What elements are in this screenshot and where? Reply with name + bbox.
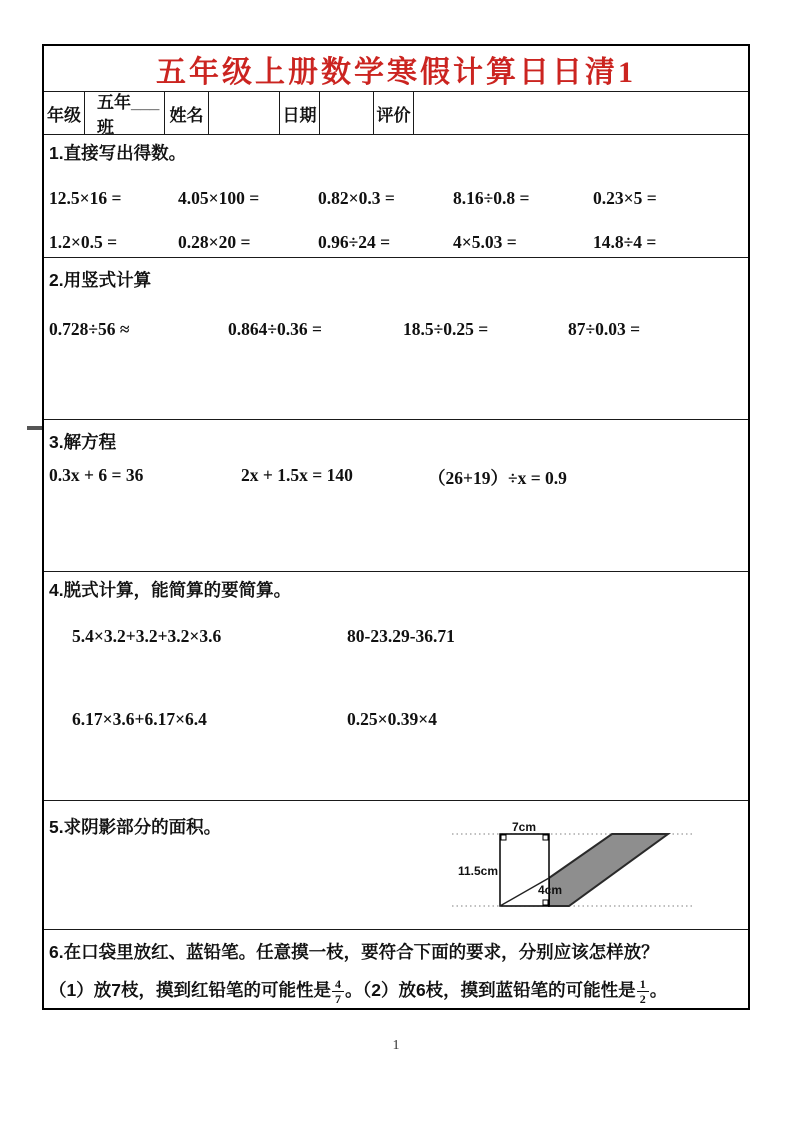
fraction-denominator: 7 [334, 992, 341, 1006]
eval-label: 评价 [374, 92, 414, 134]
section-1-row-2 [44, 232, 748, 253]
section-4-row-1 [44, 626, 748, 647]
problem-expression: 80-23.29-36.71 [347, 626, 455, 646]
section-1-mental-math [44, 135, 748, 258]
name-label: 姓名 [165, 92, 209, 134]
problem-expression: 18.5÷0.25 = [403, 319, 489, 339]
grade-value: 五年___班 [85, 92, 165, 134]
name-value-cell [209, 92, 280, 134]
scan-artifact-mark [27, 426, 42, 430]
shaded-parallelogram [549, 834, 668, 906]
section-2-problems [44, 319, 748, 340]
left-dimension-label: 11.5cm [457, 864, 498, 878]
problem-expression: 0.82×0.3 = [318, 188, 395, 208]
problem-expression: 4.05×100 = [178, 188, 260, 208]
problem-expression: 5.4×3.2+3.2+3.2×3.6 [72, 626, 222, 646]
problem-expression: 0.96÷24 = [318, 232, 391, 252]
section-5-heading: 5.求阴影部分的面积。 [49, 817, 222, 837]
problem-expression: 4×5.03 = [453, 232, 517, 252]
section-1-heading: 1.直接写出得数。 [49, 143, 187, 163]
problem-expression: 6.17×3.6+6.17×6.4 [72, 709, 207, 729]
section-4-row-2 [44, 709, 748, 730]
page-title: 五年级上册数学寒假计算日日清1 [156, 55, 636, 89]
section-1-row-1 [44, 188, 748, 209]
problem-expression: 8.16÷0.8 = [453, 188, 530, 208]
equation-expression: 2x + 1.5x = 140 [241, 465, 353, 485]
section-3-problems [44, 465, 748, 490]
section-3-equations [44, 420, 748, 572]
equation-expression: 0.3x + 6 = 36 [49, 465, 144, 485]
side-dimension-label: 4cm [538, 883, 563, 897]
section-2-column-calc [44, 258, 748, 420]
problem-expression: 0.728÷56 ≈ [49, 319, 130, 339]
section-6-subquestions [44, 977, 748, 1005]
section-4-step-calc [44, 572, 748, 801]
date-value-cell [320, 92, 374, 134]
fraction-denominator: 2 [639, 992, 646, 1006]
q1-text: （1）放7枝，摸到红铅笔的可能性是 [49, 980, 331, 1000]
section-6-probability [44, 930, 748, 1008]
problem-expression: 0.28×20 = [178, 232, 251, 252]
q1-period: 。 [344, 980, 363, 1000]
problem-expression: 0.25×0.39×4 [347, 709, 437, 729]
equation-expression: （26+19）÷x = 0.9 [428, 468, 567, 488]
fraction-numerator: 1 [637, 978, 649, 992]
grade-label: 年级 [44, 92, 85, 134]
eval-value-cell [414, 92, 748, 134]
section-6-heading: 6.在口袋里放红、蓝铅笔。任意摸一枝，要符合下面的要求，分别应该怎样放？ [49, 942, 659, 962]
geometry-figure [452, 817, 752, 923]
section-3-heading: 3.解方程 [49, 432, 117, 452]
worksheet-table [42, 44, 750, 1010]
section-4-heading: 4.脱式计算，能简算的要简算。 [49, 580, 292, 600]
title-row [44, 46, 748, 92]
fraction-1-2 [637, 978, 649, 1005]
info-header-row [44, 92, 748, 135]
problem-expression: 0.23×5 = [593, 188, 657, 208]
problem-expression: 14.8÷4 = [593, 232, 657, 252]
page-number: 1 [392, 1038, 400, 1053]
section-5-shaded-area [44, 801, 748, 930]
problem-expression: 87÷0.03 = [568, 319, 641, 339]
fraction-4-7 [332, 978, 344, 1005]
section-2-heading: 2.用竖式计算 [49, 270, 152, 290]
q2-text: （2）放6枝，摸到蓝铅笔的可能性是 [362, 980, 636, 1000]
problem-expression: 12.5×16 = [49, 188, 122, 208]
date-label: 日期 [280, 92, 320, 134]
q2-period: 。 [649, 980, 668, 1000]
problem-expression: 0.864÷0.36 = [228, 319, 322, 339]
top-dimension-label: 7cm [511, 820, 537, 834]
problem-expression: 1.2×0.5 = [49, 232, 118, 252]
fraction-numerator: 4 [332, 978, 344, 992]
